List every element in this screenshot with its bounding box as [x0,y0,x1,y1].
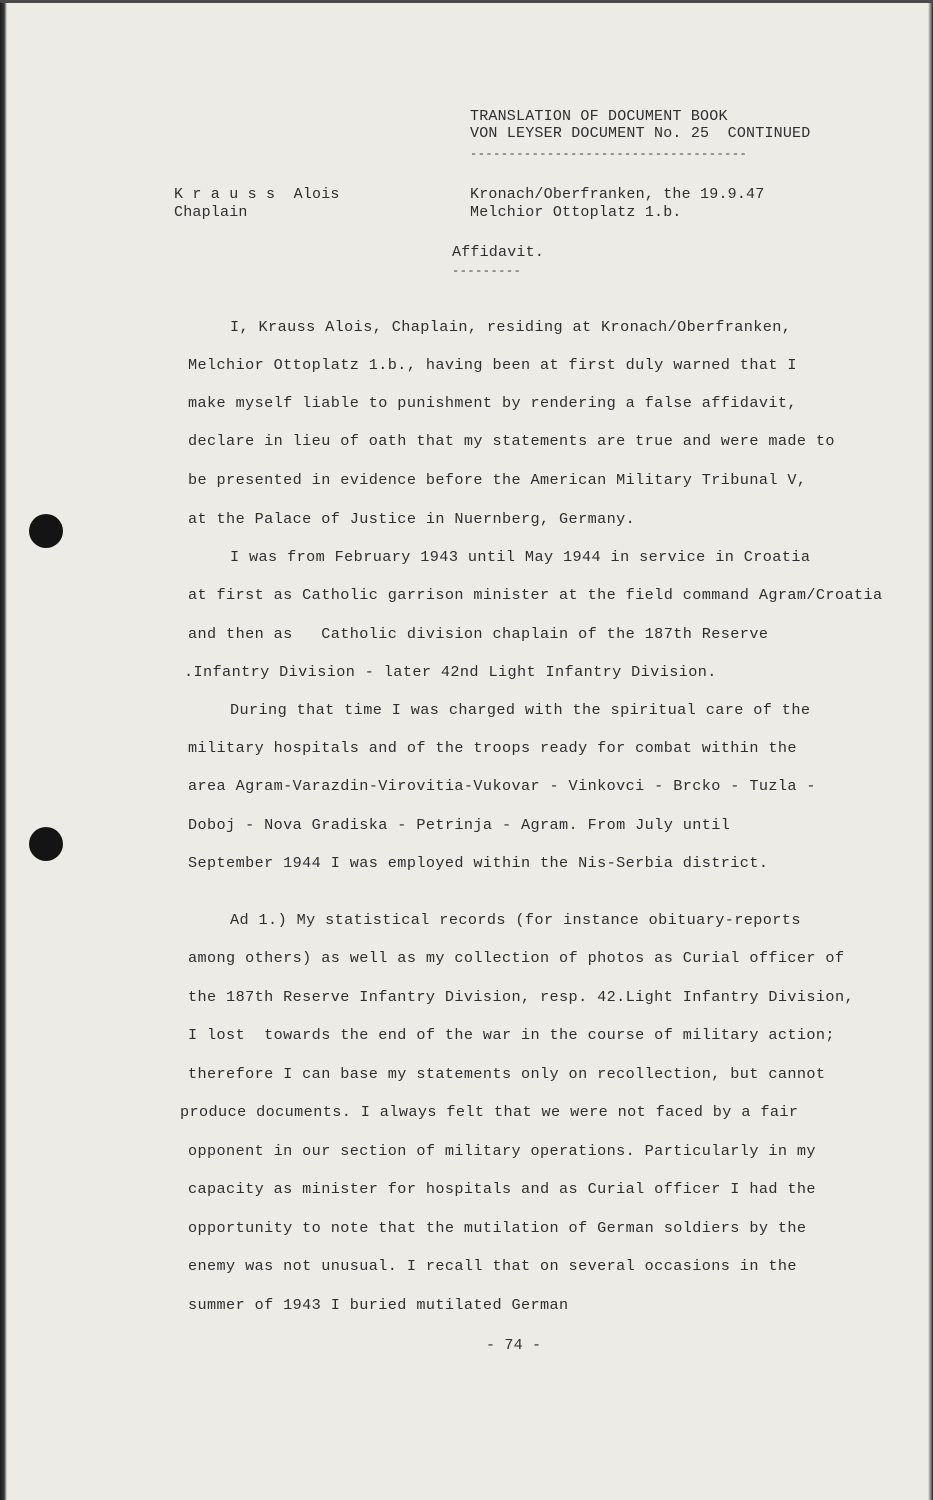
header-line-2: VON LEYSER DOCUMENT No. 25 CONTINUED [470,125,811,142]
body-line: Melchior Ottoplatz 1.b., having been at first duly warned that I [188,356,797,374]
body-line: military hospitals and of the troops ready for combat within the [188,739,797,757]
body-line: opportunity to note that the mutilation of German soldiers by the [188,1219,807,1237]
body-line: I, Krauss Alois, Chaplain, residing at Kronach/Oberfranken, [230,318,792,336]
place-date-line-1: Kronach/Oberfranken, the 19.9.47 [470,186,765,203]
body-line: September 1944 I was employed within the Nis-Serbia district. [188,854,769,872]
body-line: Ad 1.) My statistical records (for instance obituary-reports [230,911,801,929]
sender-name: K r a u s s Alois [174,186,340,203]
body-line: I lost towards the end of the war in the course of military action; [188,1026,835,1044]
body-line: declare in lieu of oath that my statements are true and were made to [188,432,835,450]
header-underline: ------------------------------------ [470,147,748,161]
punch-hole-top [29,514,63,548]
body-line: produce documents. I always felt that we were not faced by a fair [180,1103,799,1121]
place-date-line-2: Melchior Ottoplatz 1.b. [470,204,682,221]
body-line: and then as Catholic division chaplain of the 187th Reserve [188,625,769,643]
document-title: Affidavit. [452,244,545,261]
body-line: capacity as minister for hospitals and as Curial officer I had the [188,1180,816,1198]
body-line: at first as Catholic garrison minister at the field command Agram/Croatia [188,586,883,604]
body-line: .Infantry Division - later 42nd Light Infantry Division. [184,663,717,681]
body-line: Doboj - Nova Gradiska - Petrinja - Agram. From July until [188,816,731,834]
body-line: make myself liable to punishment by rendering a false affidavit, [188,394,797,412]
page-number: - 74 - [486,1337,542,1354]
body-line: among others) as well as my collection of photos as Curial officer of [188,949,845,967]
body-line: enemy was not unusual. I recall that on several occasions in the [188,1257,797,1275]
document-title-underline: --------- [452,264,522,278]
sender-title: Chaplain [174,204,248,221]
page-edge-left [0,0,7,1500]
body-line: area Agram-Varazdin-Virovitia-Vukovar - Vinkovci - Brcko - Tuzla - [188,777,816,795]
page-edge-top [0,0,933,3]
body-line: therefore I can base my statements only on recollection, but cannot [188,1065,826,1083]
body-line: at the Palace of Justice in Nuernberg, Germany. [188,510,636,528]
body-line: During that time I was charged with the spiritual care of the [230,701,811,719]
body-line: be presented in evidence before the American Military Tribunal V, [188,471,807,489]
body-line: I was from February 1943 until May 1944 in service in Croatia [230,548,811,566]
header-line-1: TRANSLATION OF DOCUMENT BOOK [470,108,728,125]
body-line: opponent in our section of military operations. Particularly in my [188,1142,816,1160]
page-edge-right [928,0,933,1500]
punch-hole-bottom [29,827,63,861]
body-line: summer of 1943 I buried mutilated German [188,1296,569,1314]
body-line: the 187th Reserve Infantry Division, resp. 42.Light Infantry Division, [188,988,854,1006]
